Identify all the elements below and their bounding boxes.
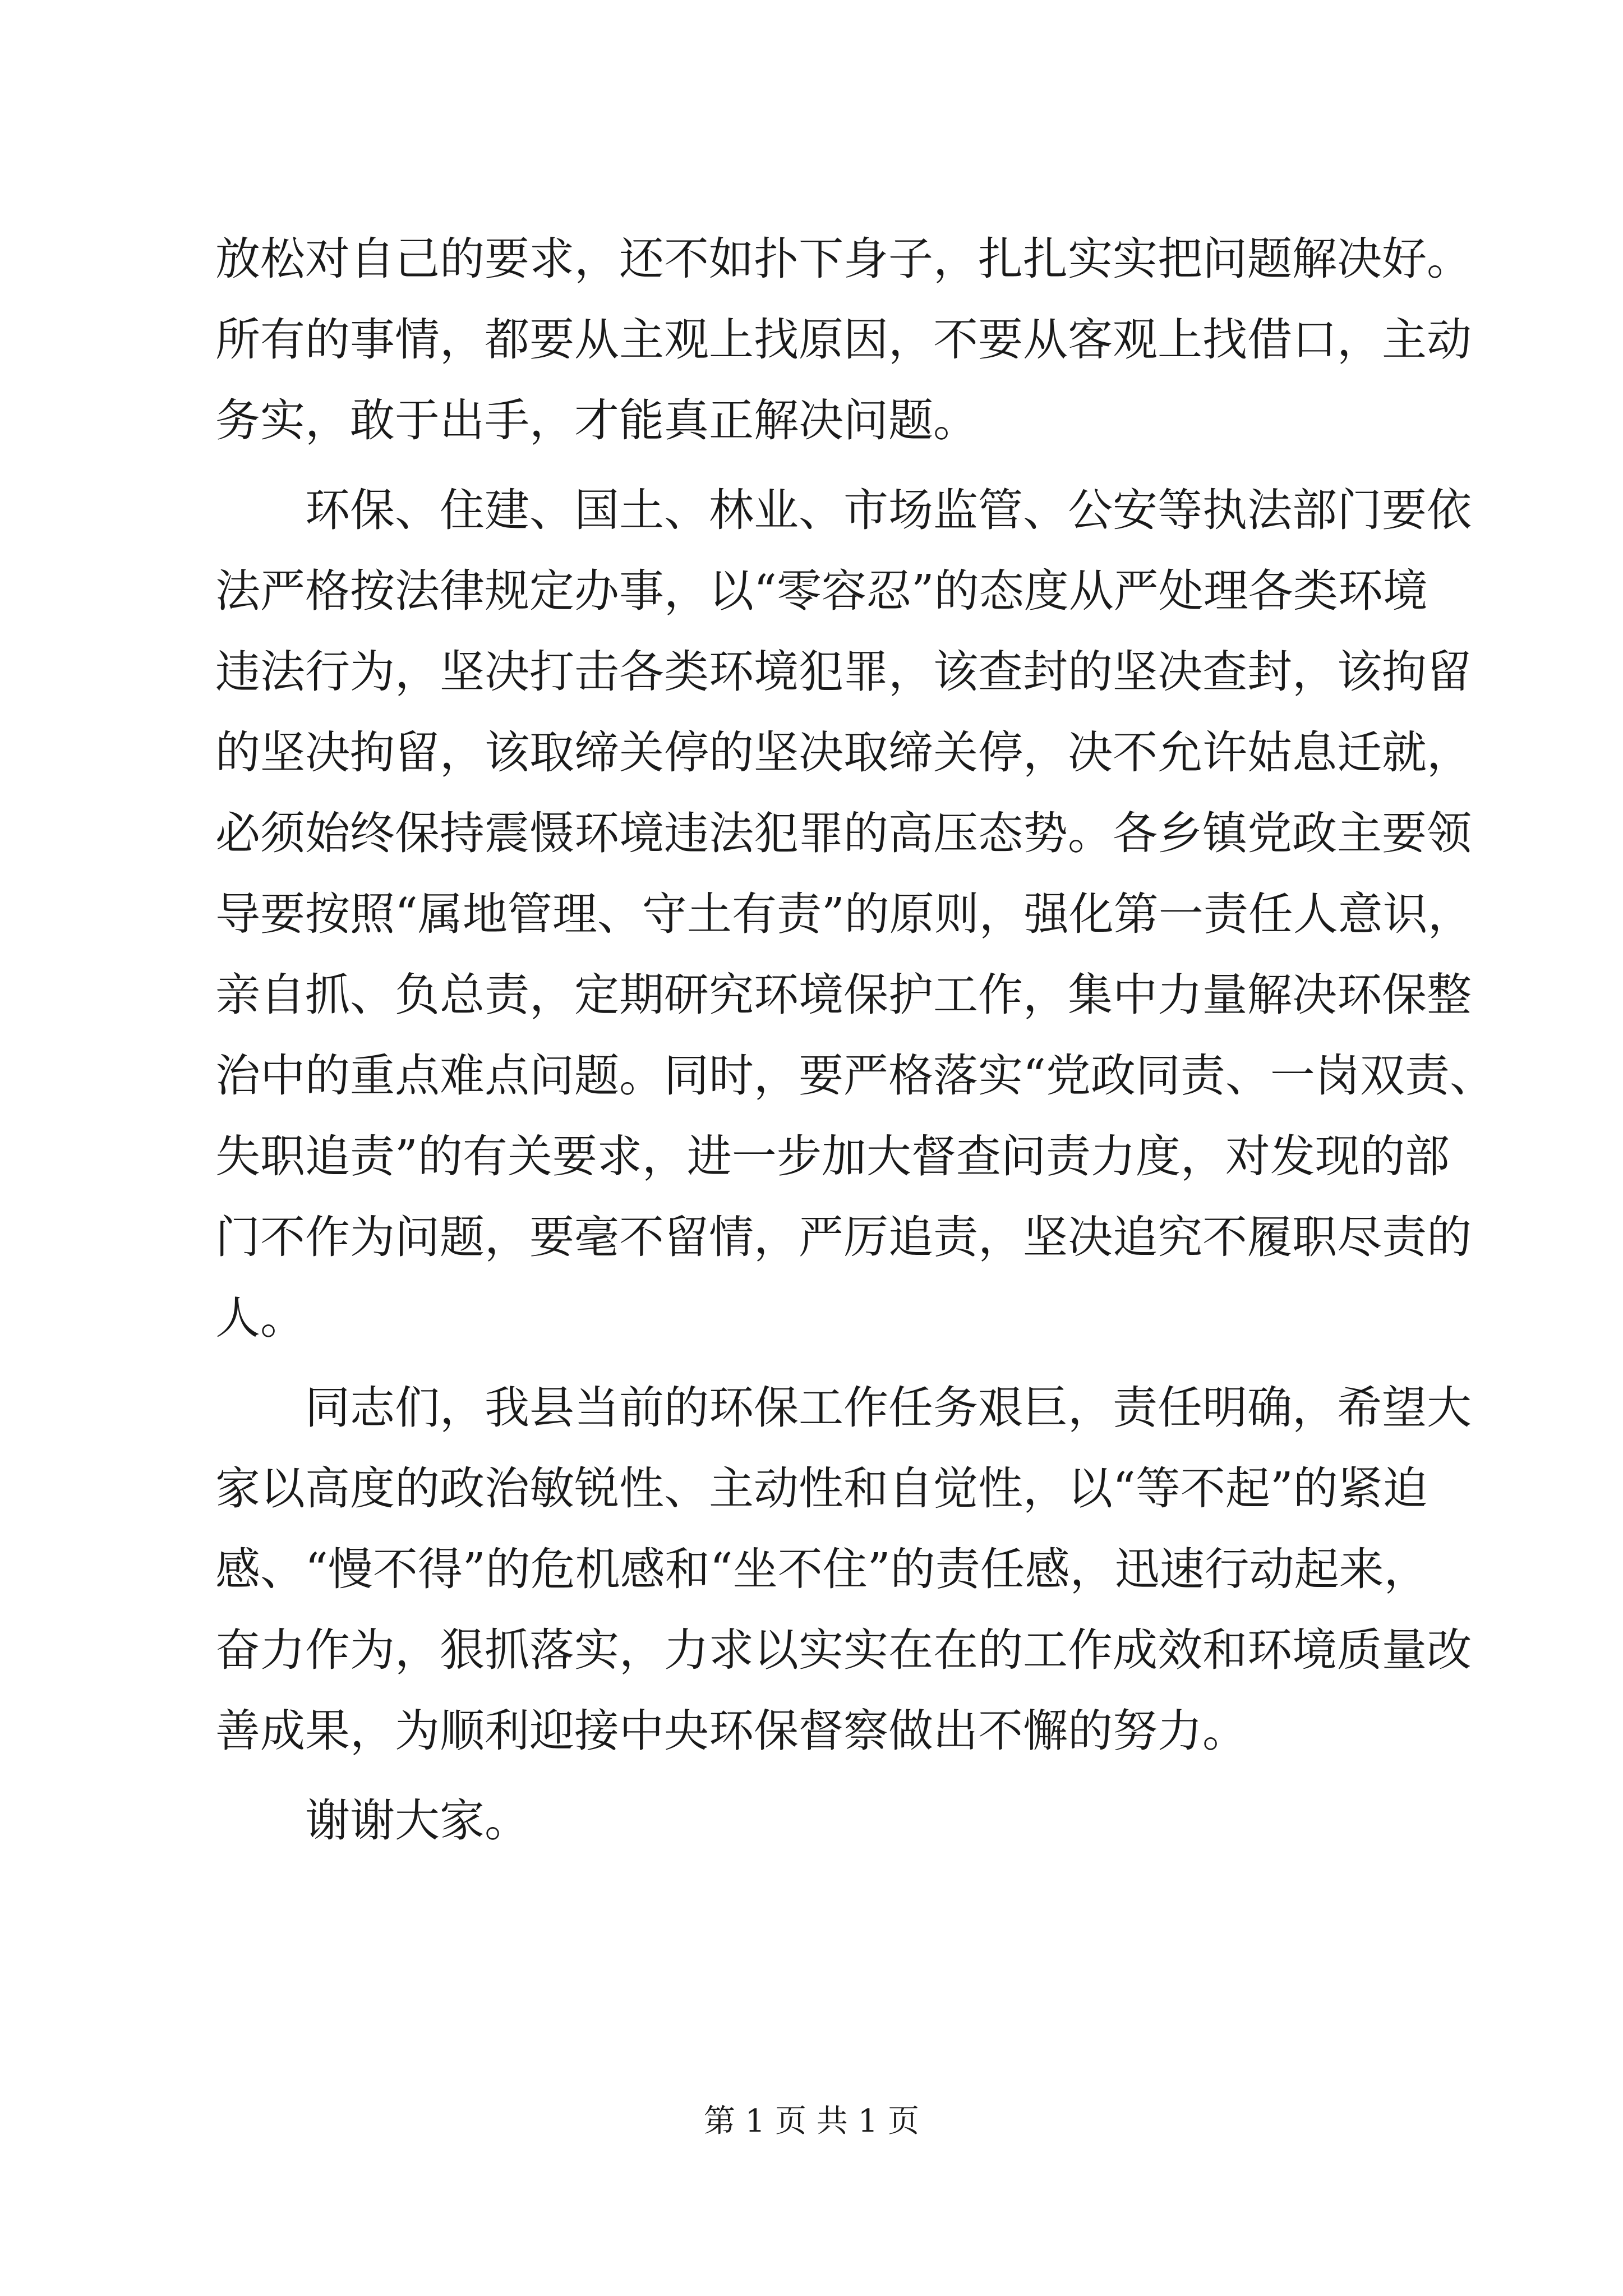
text-line: 所有的事情，都要从主观上找原因，不要从客观上找借口，主动 (215, 314, 1472, 366)
paragraph-2 (215, 470, 1495, 1359)
document-body (215, 219, 1495, 1861)
text-line: 谢谢大家。 (305, 1795, 529, 1847)
text-line: 务实，敢于出手，才能真正解决问题。 (215, 394, 978, 447)
paragraph-3 (215, 1368, 1472, 1772)
text-line: 违法行为，坚决打击各类环境犯罪，该查封的坚决查封，该拘留 (215, 646, 1472, 698)
text-line: 环保、住建、国土、林业、市场监管、公安等执法部门要依 (305, 484, 1472, 536)
text-line: 必须始终保持震慑环境违法犯罪的高压态势。各乡镇党政主要领 (215, 807, 1472, 859)
text-line: 善成果，为顺利迎接中央环保督察做出不懈的努力。 (215, 1705, 1247, 1757)
text-line: 治中的重点难点问题。同时，要严格落实“党政同责、一岗双责、 (215, 1050, 1495, 1102)
text-line: 门不作为问题，要毫不留情，严厉追责，坚决追究不履职尽责的 (215, 1211, 1472, 1263)
text-line: 的坚决拘留，该取缔关停的坚决取缔关停，决不允许姑息迁就， (215, 726, 1472, 779)
page-number-footer: 第 1 页 共 1 页 (703, 2103, 920, 2139)
text-line: 亲自抓、负总责，定期研究环境保护工作，集中力量解决环保整 (215, 969, 1472, 1021)
text-line: 同志们，我县当前的环保工作任务艰巨，责任明确，希望大 (305, 1382, 1472, 1434)
text-line: 家以高度的政治敏锐性、主动性和自觉性，以“等不起”的紧迫 (215, 1462, 1428, 1515)
text-line: 放松对自己的要求，还不如扑下身子，扎扎实实把问题解决好。 (215, 233, 1472, 285)
text-line: 失职追责”的有关要求，进一步加大督查问责力度，对发现的部 (215, 1130, 1450, 1182)
paragraph-1 (215, 219, 1472, 461)
paragraph-4 (215, 1780, 1421, 1861)
text-line: 导要按照“属地管理、守土有责”的原则，强化第一责任人意识， (215, 888, 1473, 940)
text-line: 奋力作为，狠抓落实，力求以实实在在的工作成效和环境质量改 (215, 1624, 1472, 1676)
text-line: 感、“慢不得”的危机感和“坐不住”的责任感，迅速行动起来， (215, 1543, 1429, 1595)
text-line: 人。 (215, 1292, 305, 1344)
text-line: 法严格按法律规定办事，以“零容忍”的态度从严处理各类环境 (215, 565, 1428, 617)
